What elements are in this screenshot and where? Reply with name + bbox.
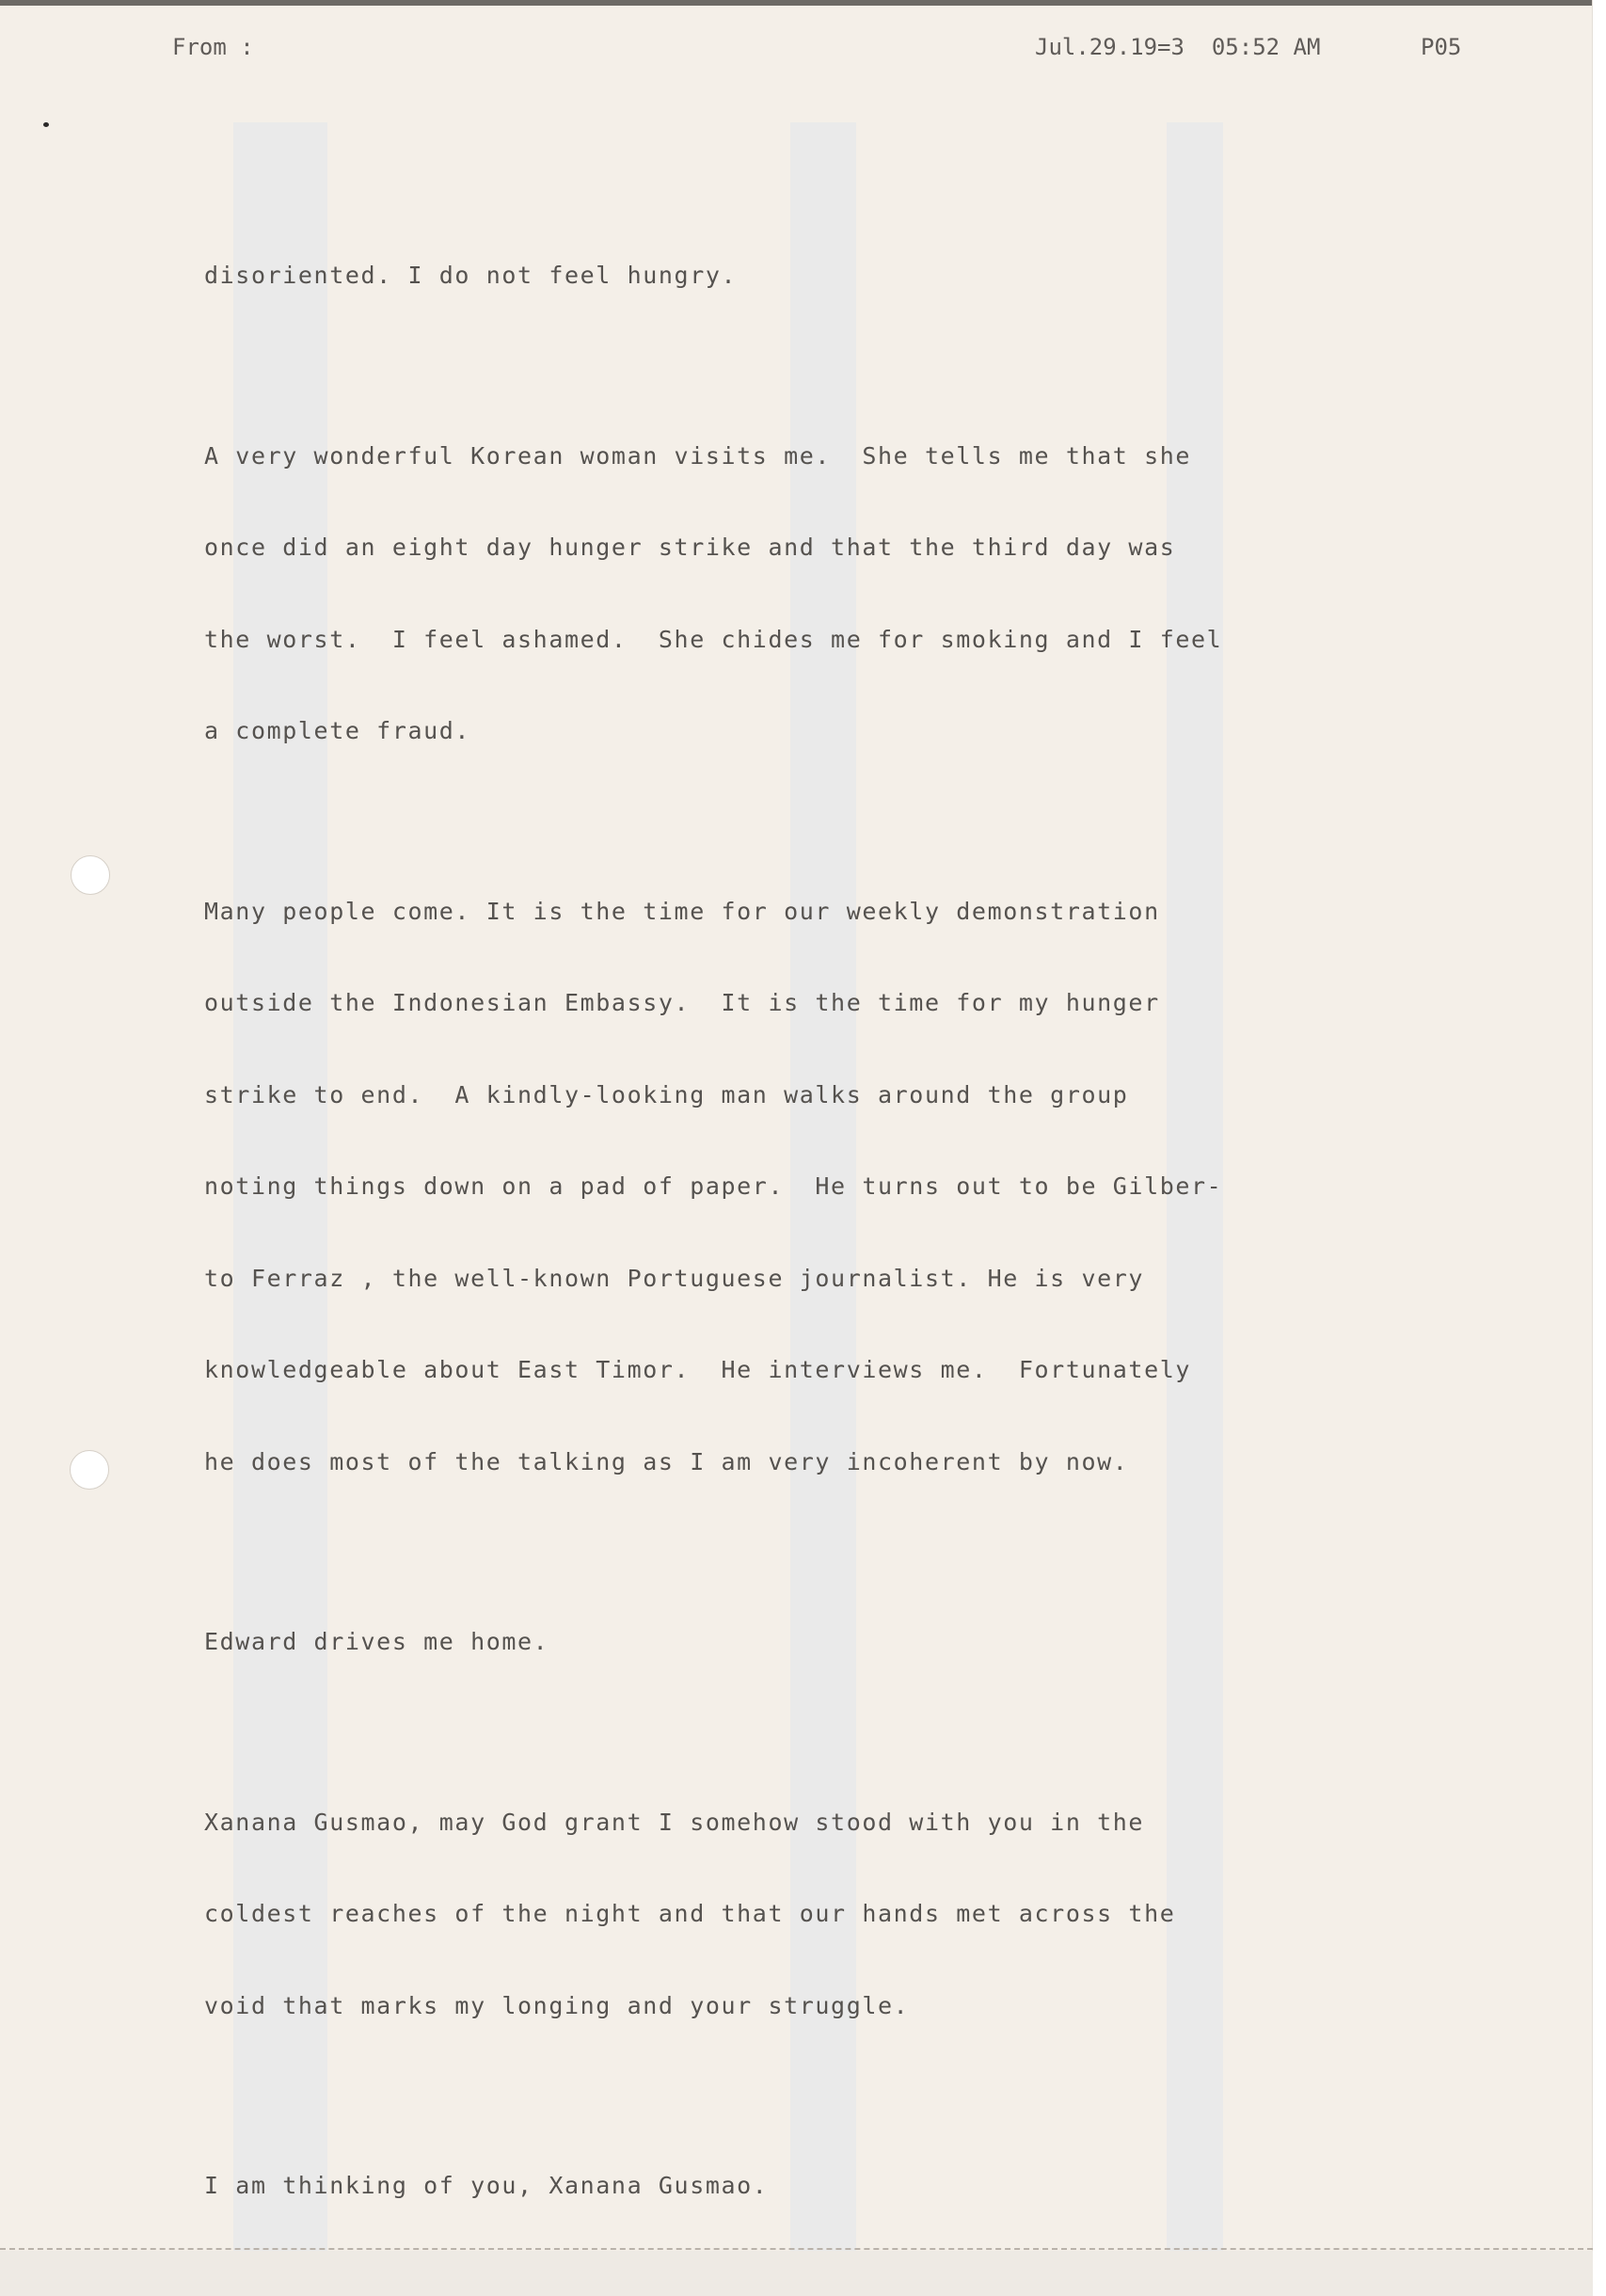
ink-speck [43, 122, 49, 127]
text-line: knowledgeable about East Timor. He interviews me. Fortunately [204, 1356, 1192, 1383]
paragraph [204, 1746, 1455, 2083]
text-line: strike to end. A kindly-looking man walks around the group [204, 1080, 1129, 1108]
perforation-line [0, 2248, 1593, 2250]
fax-timestamp: Jul.29.19=3 05:52 AM [1035, 34, 1321, 60]
fax-page-number: P05 [1421, 34, 1462, 60]
fax-from-label: From : [172, 34, 254, 60]
punch-hole [71, 855, 110, 895]
text-line: outside the Indonesian Embassy. It is the time for my hunger [204, 989, 1160, 1016]
page-right-edge [1592, 0, 1606, 2296]
text-line: a complete fraud. [204, 717, 471, 744]
text-line: Xanana Gusmao, may God grant I somehow stood with you in the [204, 1808, 1145, 1836]
text-line: void that marks my longing and your struggle. [204, 1991, 910, 2019]
text-line: Many people come. It is the time for our weekly demonstration [204, 897, 1160, 925]
text-line: I am thinking of you, Xanana Gusmao. [204, 2172, 769, 2199]
text-line: he does most of the talking as I am very incoherent by now. [204, 1447, 1129, 1475]
text-line: the worst. I feel ashamed. She chides me for smoking and I feel [204, 625, 1223, 653]
page-bottom-strip [0, 2251, 1593, 2296]
paragraph [204, 836, 1455, 1539]
text-line: Edward drives me home. [204, 1628, 549, 1655]
punch-hole [70, 1450, 109, 1490]
text-line: once did an eight day hunger strike and that the third day was [204, 534, 1176, 561]
paragraph [204, 2110, 1455, 2263]
text-line: coldest reaches of the night and that our hands met across the [204, 1900, 1176, 1927]
letter-body [204, 199, 1455, 2290]
text-line: to Ferraz , the well-known Portuguese journalist. He is very [204, 1264, 1145, 1292]
text-line: disoriented. I do not feel hungry. [204, 262, 738, 289]
paragraph [204, 380, 1455, 808]
text-line: noting things down on a pad of paper. He turns out to be Gilber- [204, 1172, 1223, 1200]
paragraph [204, 199, 1455, 353]
page-top-edge [0, 0, 1606, 6]
paragraph [204, 1566, 1455, 1719]
text-line: A very wonderful Korean woman visits me. She tells me that she [204, 441, 1192, 470]
